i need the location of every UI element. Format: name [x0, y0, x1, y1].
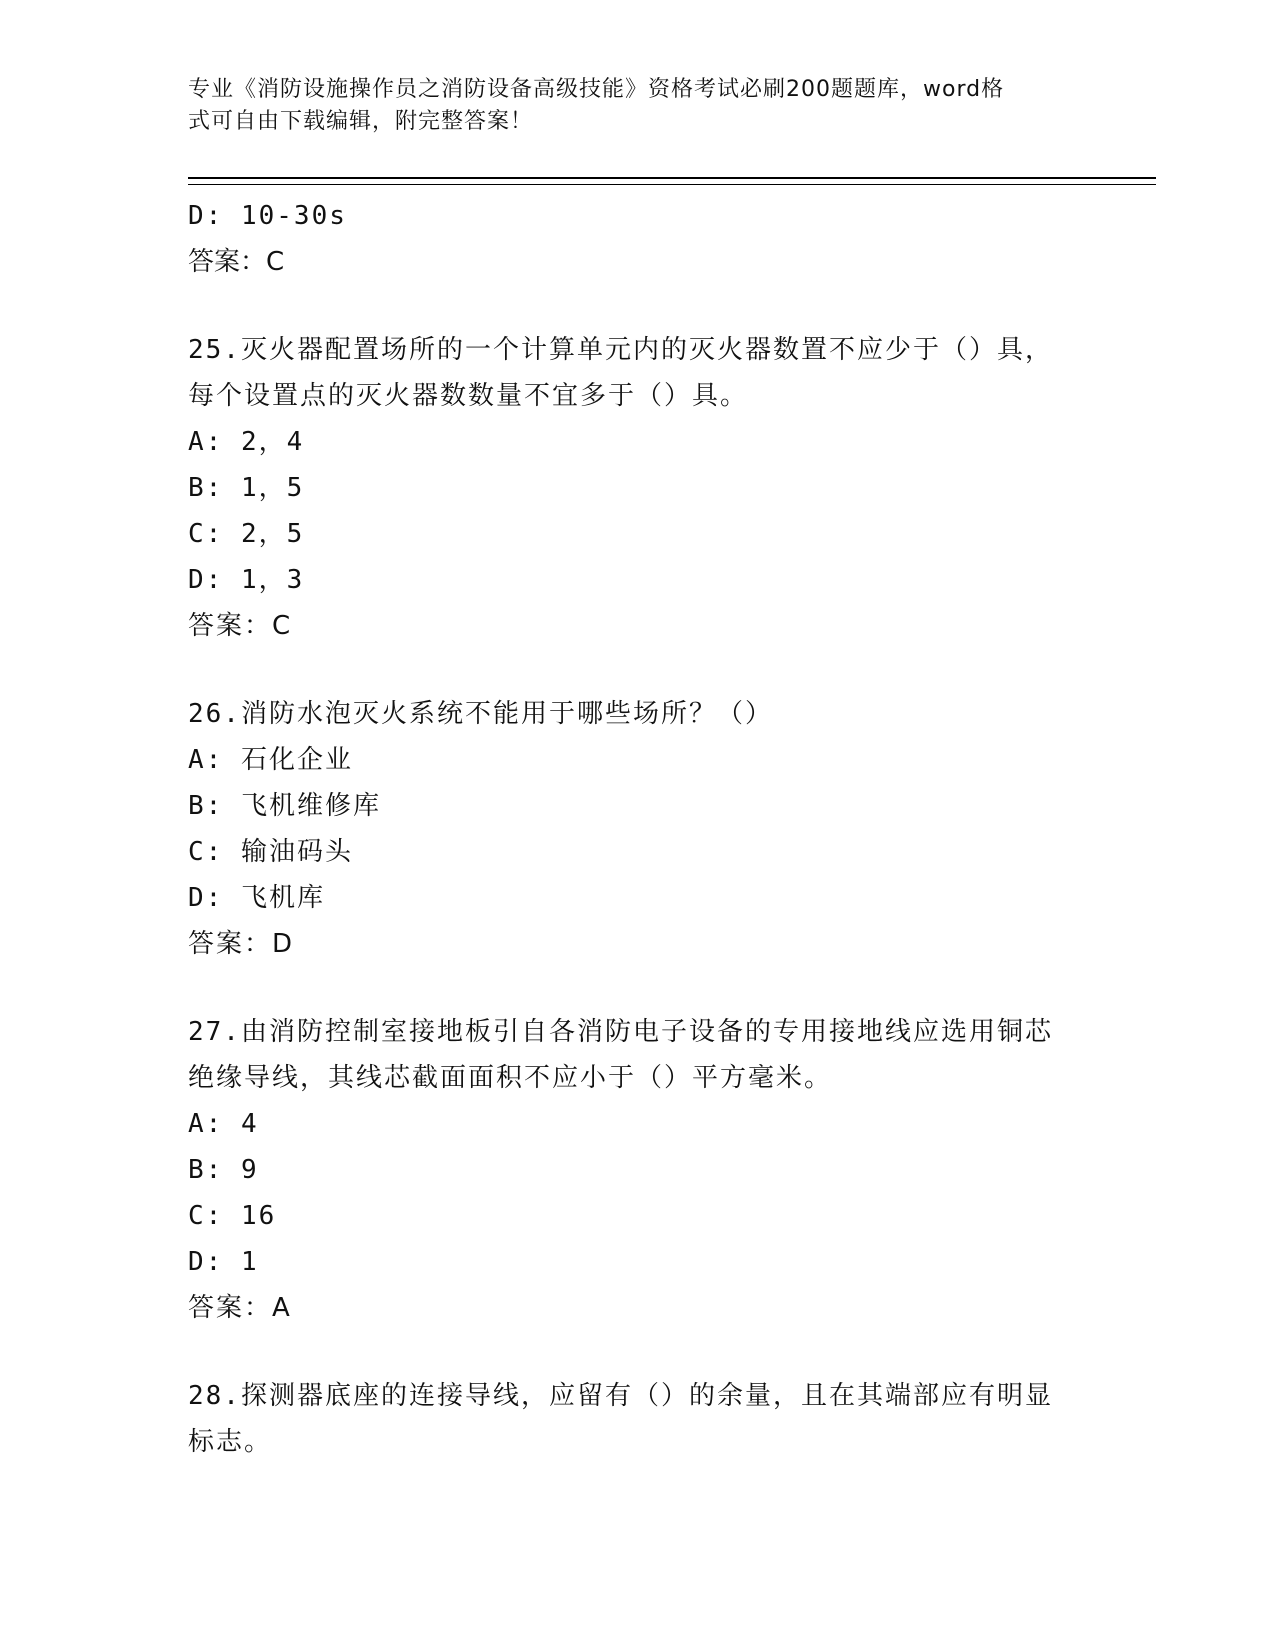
answer: 答案：D — [188, 929, 295, 959]
option-d: D: 1，3 — [188, 565, 305, 595]
question-text: 标志。 — [188, 1427, 273, 1457]
question-text: 绝缘导线，其线芯截面面积不应小于（）平方毫米。 — [188, 1063, 833, 1093]
header-rule-thick — [188, 177, 1156, 179]
question-text: 每个设置点的灭火器数数量不宜多于（）具。 — [188, 381, 749, 411]
option-b: B: 9 — [188, 1155, 259, 1185]
prev-option-d: D: 10-30s — [188, 201, 347, 231]
question-25 — [188, 327, 1088, 649]
option-c: C: 16 — [188, 1201, 277, 1231]
question-28 — [188, 1373, 1088, 1465]
option-c: C: 输油码头 — [188, 837, 353, 867]
option-a: A: 2，4 — [188, 427, 305, 457]
page-header — [188, 74, 1068, 138]
header-line-1: 专业《消防设施操作员之消防设备高级技能》资格考试必刷200题题库，word格 — [188, 77, 1005, 102]
question-26 — [188, 691, 1088, 967]
question-27 — [188, 1009, 1088, 1331]
answer: 答案：C — [188, 611, 293, 641]
option-b: B: 1，5 — [188, 473, 305, 503]
header-rule-thin — [188, 184, 1156, 185]
option-b: B: 飞机维修库 — [188, 791, 381, 821]
question-list — [188, 193, 1088, 1465]
option-a: A: 4 — [188, 1109, 259, 1139]
option-d: D: 飞机库 — [188, 883, 325, 913]
option-a: A: 石化企业 — [188, 745, 353, 775]
question-text: 26.消防水泡灭火系统不能用于哪些场所？（） — [188, 699, 773, 729]
question-text: 27.由消防控制室接地板引自各消防电子设备的专用接地线应选用铜芯 — [188, 1017, 1053, 1047]
option-c: C: 2，5 — [188, 519, 305, 549]
option-d: D: 1 — [188, 1247, 259, 1277]
header-line-2: 式可自由下载编辑，附完整答案！ — [188, 109, 534, 134]
question-text: 28.探测器底座的连接导线，应留有（）的余量，且在其端部应有明显 — [188, 1381, 1053, 1411]
answer: 答案：A — [188, 1293, 292, 1323]
question-text: 25.灭火器配置场所的一个计算单元内的灭火器数置不应少于（）具， — [188, 335, 1053, 365]
prev-answer: 答案：C — [188, 247, 285, 277]
